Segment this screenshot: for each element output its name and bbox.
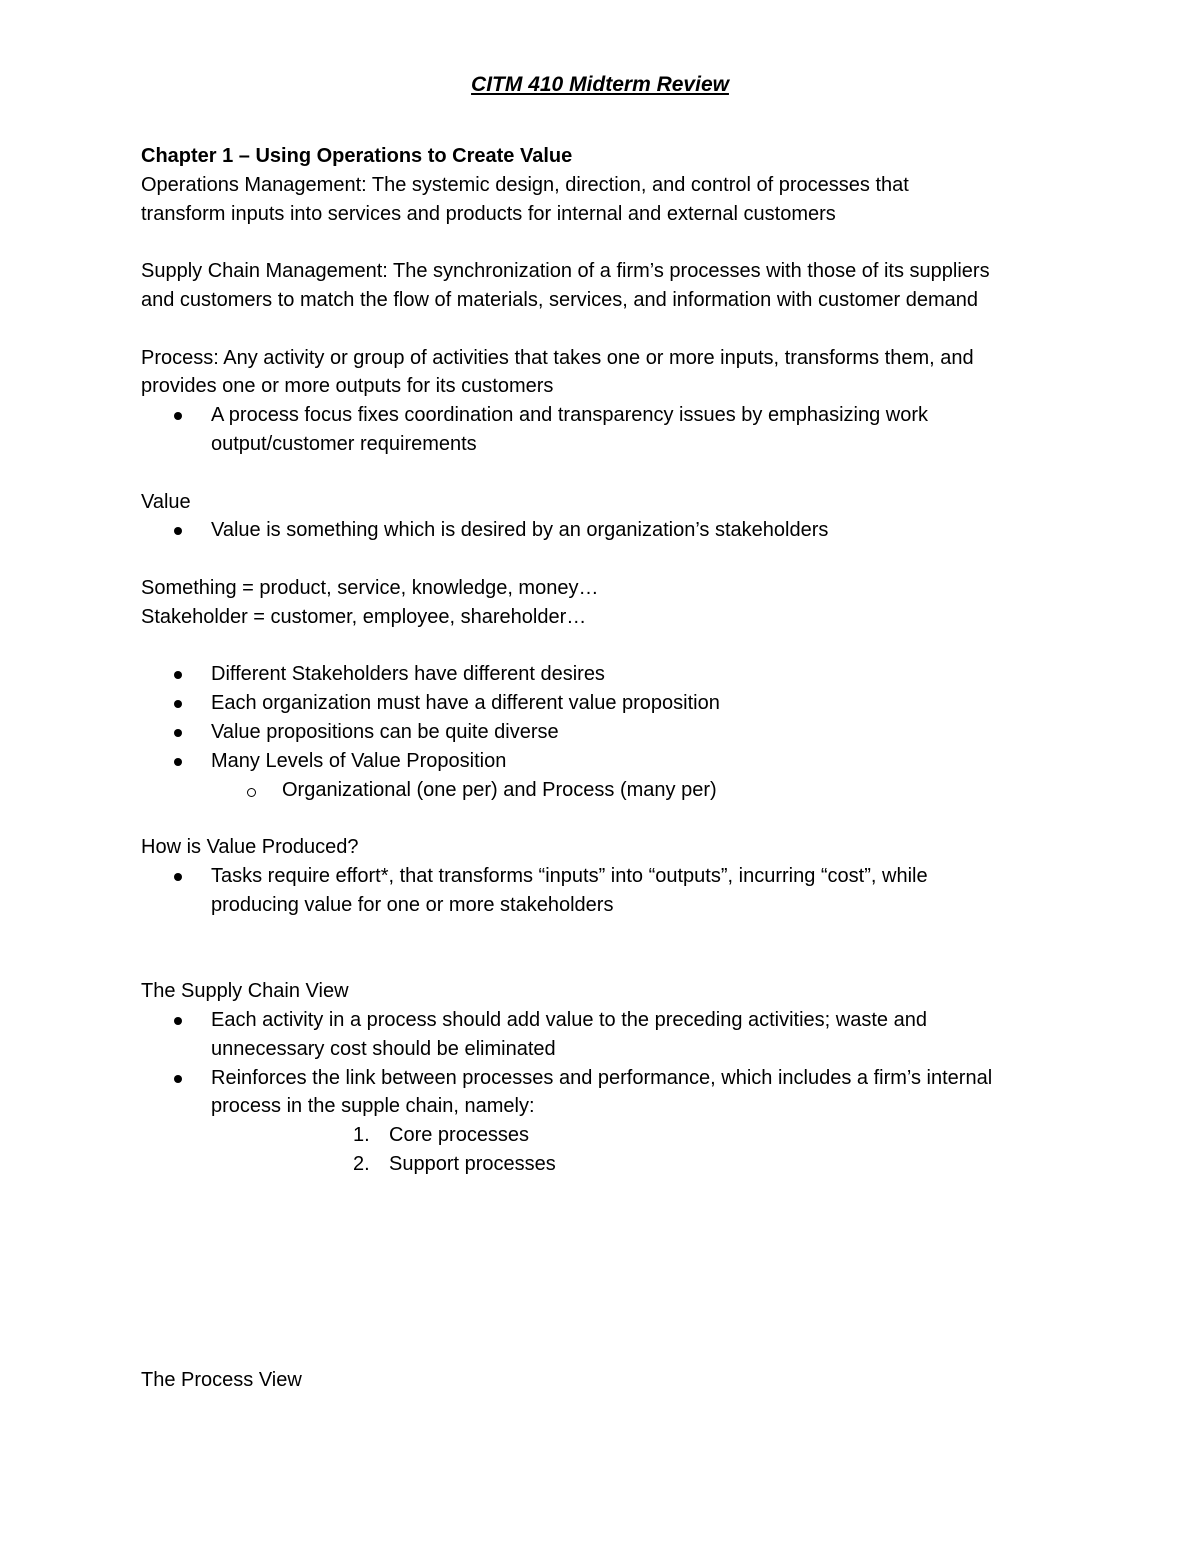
value-heading: Value — [141, 490, 191, 513]
value-point-text: Many Levels of Value Proposition — [211, 749, 507, 772]
value-bullet-text: Value is something which is desired by an organization’s stakeholders — [211, 519, 829, 542]
bullet-icon — [174, 527, 182, 535]
list-item — [141, 1006, 1076, 1064]
supply-view-bullet-2-line-1: Reinforces the link between processes and performance, which includes a firm’s internal — [211, 1066, 993, 1089]
list-item — [141, 1064, 1076, 1122]
supply-mgmt-line-1: Supply Chain Management: The synchronization of a firm’s processes with those of its suppliers — [141, 260, 990, 283]
bullet-icon — [174, 1017, 182, 1025]
process-bullet-line-1: A process focus fixes coordination and transparency issues by emphasizing work — [211, 404, 929, 427]
bullet-icon — [174, 873, 182, 881]
process-def-line-2: provides one or more outputs for its customers — [141, 375, 554, 398]
list-item — [141, 862, 1076, 920]
value-point-text: Value propositions can be quite diverse — [211, 720, 559, 743]
list-item — [141, 660, 1076, 689]
hollow-bullet-icon — [247, 788, 256, 797]
list-item — [141, 689, 1076, 718]
chapter-heading: Chapter 1 – Using Operations to Create Value — [141, 145, 573, 167]
supply-mgmt-line-2: and customers to match the flow of materials, services, and information with customer demand — [141, 288, 979, 311]
process-view-heading: The Process View — [141, 1368, 302, 1391]
something-line: Something = product, service, knowledge, money… — [141, 576, 599, 599]
bullet-icon — [174, 729, 182, 737]
list-item — [141, 718, 1076, 747]
item-number: 1. — [353, 1124, 370, 1147]
stakeholder-line: Stakeholder = customer, employee, shareholder… — [141, 605, 587, 628]
bullet-icon — [174, 758, 182, 766]
ops-mgmt-line-2: transform inputs into services and products for internal and external customers — [141, 202, 836, 225]
bullet-icon — [174, 700, 182, 708]
numbered-item — [141, 1121, 1076, 1150]
list-item — [141, 516, 1076, 545]
list-item — [141, 401, 1076, 459]
document-body — [141, 142, 1076, 1394]
supply-view-bullet-2-line-2: process in the supple chain, namely: — [211, 1095, 535, 1118]
value-sub-point-text: Organizational (one per) and Process (many per) — [282, 778, 717, 801]
numbered-item-text: Core processes — [389, 1124, 530, 1147]
item-number: 2. — [353, 1152, 370, 1175]
bullet-icon — [174, 412, 182, 420]
value-point-text: Different Stakeholders have different desires — [211, 663, 605, 686]
supply-view-heading: The Supply Chain View — [141, 980, 349, 1003]
how-heading: How is Value Produced? — [141, 836, 359, 859]
ops-mgmt-line-1: Operations Management: The systemic design, direction, and control of processes that — [141, 173, 909, 196]
numbered-item-text: Support processes — [389, 1152, 556, 1175]
how-bullet-line-2: producing value for one or more stakeholders — [211, 893, 614, 916]
supply-view-bullet-1-line-2: unnecessary cost should be eliminated — [211, 1037, 556, 1060]
value-point-text: Each organization must have a different value proposition — [211, 692, 720, 715]
list-item — [141, 747, 1076, 776]
supply-view-bullet-1-line-1: Each activity in a process should add value to the preceding activities; waste and — [211, 1008, 927, 1031]
document-title: CITM 410 Midterm Review — [471, 73, 729, 96]
process-def-line-1: Process: Any activity or group of activities that takes one or more inputs, transforms them, and — [141, 346, 974, 369]
how-bullet-line-1: Tasks require effort*, that transforms “inputs” into “outputs”, incurring “cost”, while — [211, 864, 928, 887]
bullet-icon — [174, 671, 182, 679]
numbered-item — [141, 1150, 1076, 1179]
bullet-icon — [174, 1075, 182, 1083]
sub-list-item — [141, 776, 1076, 805]
process-bullet-line-2: output/customer requirements — [211, 432, 477, 455]
